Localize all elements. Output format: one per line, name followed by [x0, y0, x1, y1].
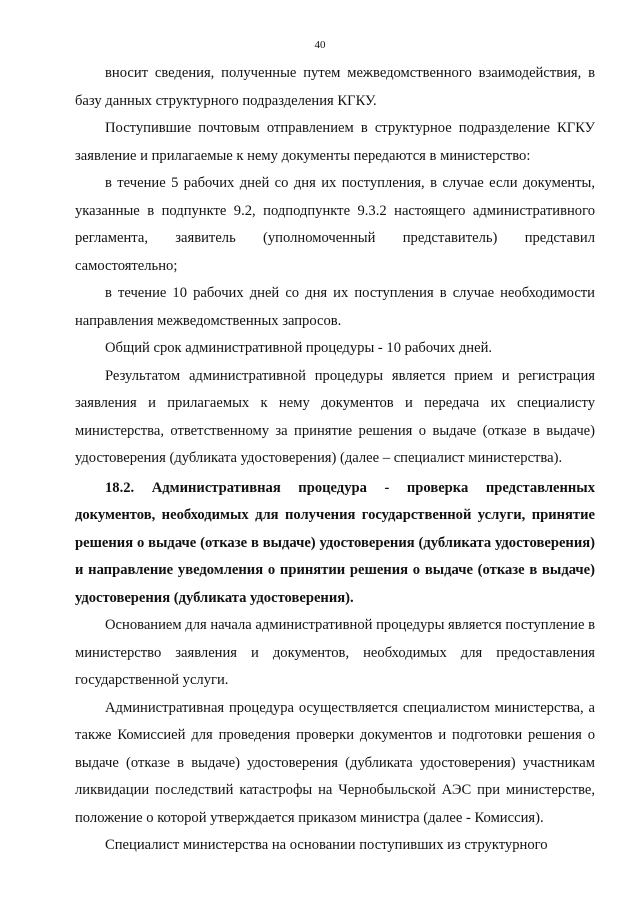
- paragraph-deadline-10-days: в течение 10 рабочих дней со дня их поступления в случае необходимости направления межведомственных запросов.: [75, 285, 595, 329]
- paragraph-total-duration: Общий срок административной процедуры - 10 рабочих дней.: [105, 340, 493, 356]
- paragraph-specialist-continues: Специалист министерства на основании поступивших из структурного: [105, 837, 548, 853]
- paragraph-procedure-result: Результатом административной процедуры является прием и регистрация заявления и прилагаемых к нему документов и передача их специалисту министерства, ответственному за принятие решения о выдаче (отказе в выдаче) удостоверения (дубликата удостоверения) (далее – специалист министерства).: [75, 367, 595, 466]
- page-number: 40: [314, 39, 326, 51]
- paragraph-intro-continuation: вносит сведения, полученные путем межведомственного взаимодействия, в базу данных структурного подразделения КГКУ.: [75, 65, 595, 109]
- paragraph-procedure-basis: Основанием для начала административной процедуры является поступление в министерство заявления и документов, необходимых для предоставления государственной услуги.: [75, 617, 595, 688]
- section-heading-18-2: 18.2. Административная процедура - проверка представленных документов, необходимых для получения государственной услуги, принятие решения о выдаче (отказе в выдаче) удостоверения (дубликата удостоверения) и направление уведомления о принятии решения о выдаче (отказе в выдаче) удостоверения (дубликата удостоверения).: [75, 479, 595, 606]
- paragraph-mail-submission: Поступившие почтовым отправлением в структурное подразделение КГКУ заявление и прилагаемые к нему документы передаются в министерство:: [75, 120, 595, 164]
- paragraph-deadline-5-days: в течение 5 рабочих дней со дня их поступления, в случае если документы, указанные в подпункте 9.2, подподпункте 9.3.2 настоящего административного регламента, заявитель (уполномоченный представитель) представил самостоятельно;: [75, 175, 595, 274]
- paragraph-procedure-executor: Административная процедура осуществляется специалистом министерства, а также Комиссией для проведения проверки документов и подготовки решения о выдаче (отказе в выдаче) удостоверения (дубликата удостоверения) участникам ликвидации последствий катастрофы на Чернобыльской АЭС при министерстве, положение о которой утверждается приказом министра (далее - Комиссия).: [75, 699, 595, 826]
- document-body: [75, 60, 595, 860]
